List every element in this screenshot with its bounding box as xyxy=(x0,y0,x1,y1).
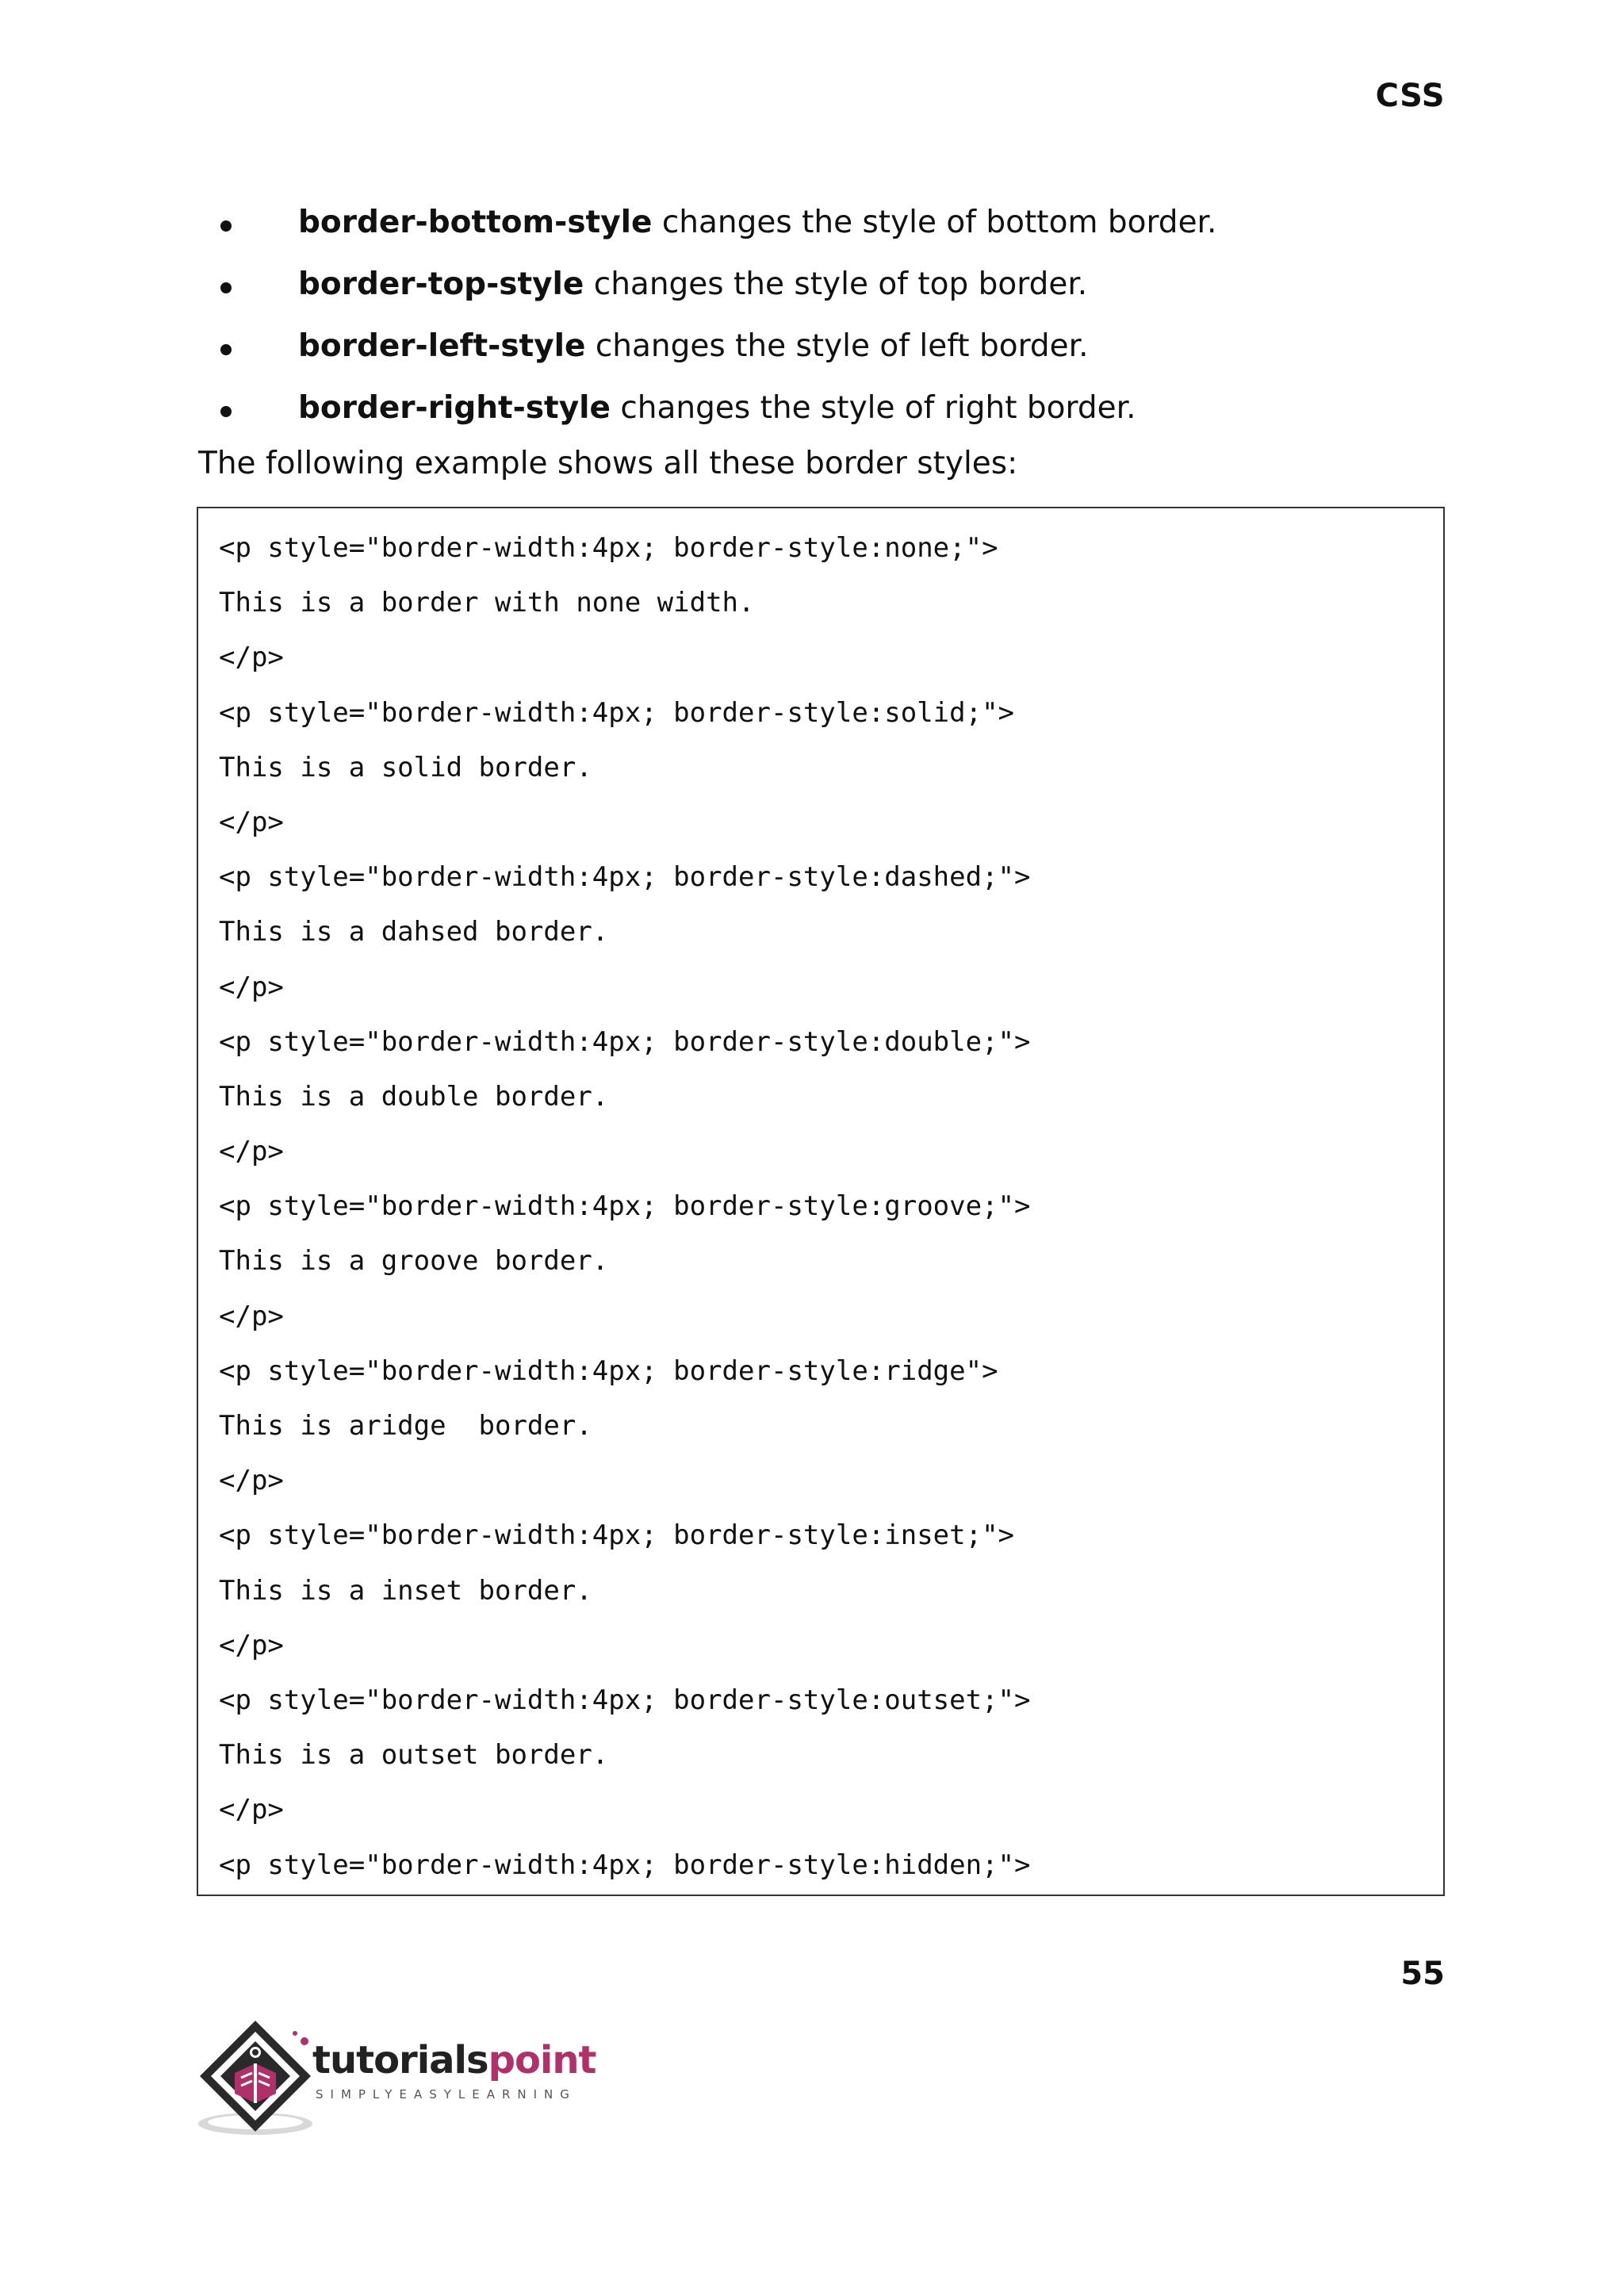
code-line: <p style="border-width:4px; border-style:dashed;"> xyxy=(219,861,1031,894)
code-line: This is a solid border. xyxy=(219,751,592,784)
code-line: <p style="border-width:4px; border-style:inset;"> xyxy=(219,1519,1015,1552)
code-line: <p style="border-width:4px; border-style:hidden;"> xyxy=(219,1849,1031,1881)
list-item-term: border-right-style xyxy=(298,390,611,426)
border-style-list xyxy=(238,192,1217,439)
code-line: <p style="border-width:4px; border-style:ridge"> xyxy=(219,1354,998,1387)
code-line: </p> xyxy=(219,1629,284,1661)
bullet-icon xyxy=(220,282,232,293)
intro-paragraph: The following example shows all these border styles: xyxy=(198,446,1018,481)
list-item-description: changes the style of bottom border. xyxy=(652,205,1217,240)
code-example-box xyxy=(197,507,1445,1896)
list-item-description: changes the style of left border. xyxy=(585,328,1089,364)
bullet-icon xyxy=(220,406,232,417)
list-item-description: changes the style of top border. xyxy=(584,266,1088,302)
code-line: <p style="border-width:4px; border-style:solid;"> xyxy=(219,696,1015,729)
code-line: <p style="border-width:4px; border-style:none;"> xyxy=(219,532,998,564)
header-title: CSS xyxy=(1375,78,1445,114)
code-line: This is a border with none width. xyxy=(219,587,755,619)
bullet-icon xyxy=(220,220,232,232)
code-line: </p> xyxy=(219,806,284,838)
code-line: This is a double border. xyxy=(219,1080,609,1113)
code-line: <p style="border-width:4px; border-style:groove;"> xyxy=(219,1190,1031,1223)
list-item xyxy=(238,316,1156,377)
code-line: <p style="border-width:4px; border-style:outset;"> xyxy=(219,1684,1031,1716)
logo-wordmark xyxy=(312,2038,596,2082)
list-item-term: border-bottom-style xyxy=(298,205,653,240)
logo-word-tutorials: tutorials xyxy=(312,2038,488,2082)
list-item-description: changes the style of right border. xyxy=(610,390,1136,426)
list-item xyxy=(238,377,1156,439)
code-line: This is aridge border. xyxy=(219,1410,592,1442)
code-line: This is a outset border. xyxy=(219,1739,609,1772)
code-line: <p style="border-width:4px; border-style:double;"> xyxy=(219,1025,1031,1058)
bullet-icon xyxy=(220,344,232,355)
tutorialspoint-logo xyxy=(195,2014,607,2141)
code-line: </p> xyxy=(219,1136,284,1168)
list-item-term: border-top-style xyxy=(298,266,584,302)
logo-tagline: SIMPLYEASYLEARNING xyxy=(316,2087,576,2102)
code-line: This is a dahsed border. xyxy=(219,916,609,948)
code-line: This is a groove border. xyxy=(219,1245,609,1278)
code-line: </p> xyxy=(219,1794,284,1826)
list-item-term: border-left-style xyxy=(298,328,586,364)
logo-word-point: point xyxy=(488,2038,596,2082)
code-line: </p> xyxy=(219,971,284,1003)
code-line: </p> xyxy=(219,642,284,674)
logo-emblem-icon xyxy=(195,2014,322,2141)
code-lines xyxy=(219,521,1031,1893)
code-line: </p> xyxy=(219,1465,284,1497)
list-item xyxy=(238,192,1217,254)
list-item xyxy=(238,254,1156,316)
page-number: 55 xyxy=(1400,1956,1445,1992)
code-line: </p> xyxy=(219,1300,284,1332)
code-line: This is a inset border. xyxy=(219,1574,592,1607)
